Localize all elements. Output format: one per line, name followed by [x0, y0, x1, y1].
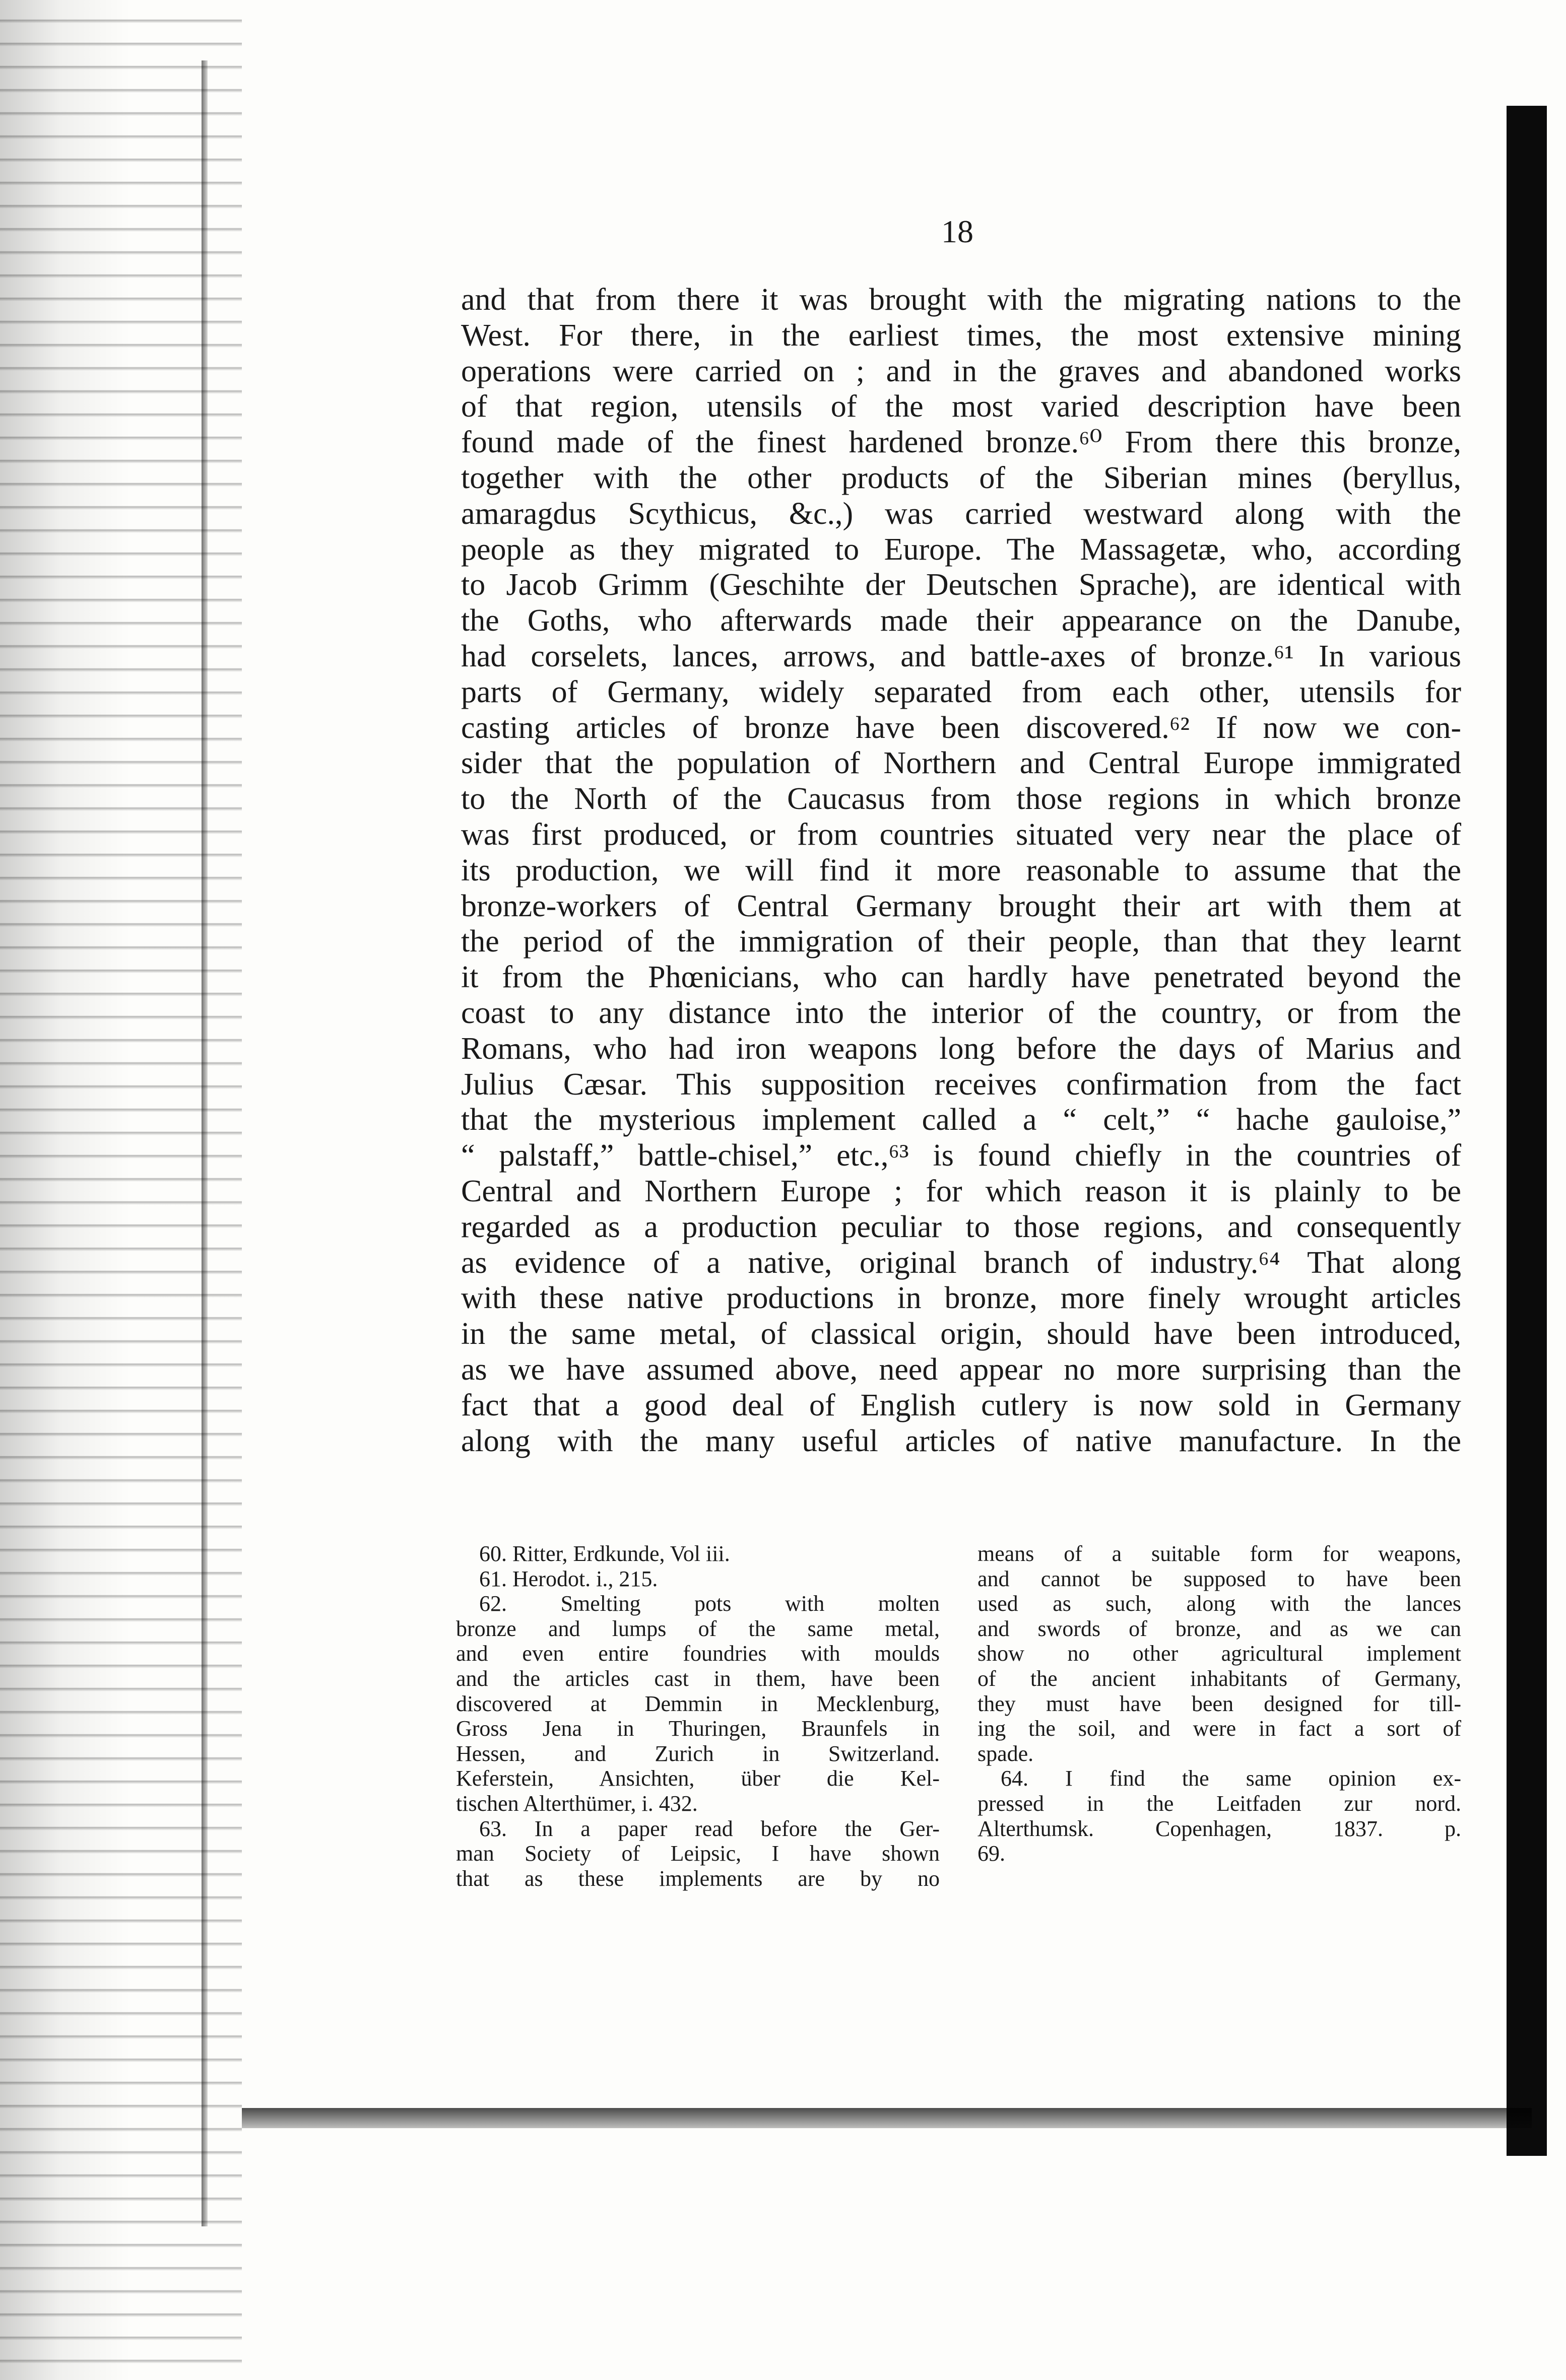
body-text	[461, 282, 1461, 1459]
body-line: along with the many useful articles of native manufacture. In the	[461, 1423, 1461, 1458]
footnote-line: 64. I find the same opinion ex-	[1001, 1766, 1461, 1791]
footnote-line: 60. Ritter, Erdkunde, Vol iii.	[479, 1541, 730, 1566]
footnotes-right-column	[977, 1541, 1461, 1866]
footnote-line: tischen Alterthümer, i. 432.	[456, 1791, 698, 1816]
body-line: Romans, who had iron weapons long before the days of Marius and	[461, 1031, 1461, 1066]
body-line: was first produced, or from countries situated very near the place of	[461, 817, 1461, 852]
body-line: of that region, utensils of the most varied description have been	[461, 389, 1461, 424]
footnote-line: and even entire foundries with moulds	[456, 1641, 940, 1666]
footnote-line: pressed in the Leitfaden zur nord.	[977, 1791, 1461, 1816]
body-line: and that from there it was brought with the migrating nations to the	[461, 283, 1461, 317]
footnote-line: used as such, along with the lances	[977, 1591, 1461, 1616]
body-line: parts of Germany, widely separated from each other, utensils for	[461, 674, 1461, 709]
body-line: that the mysterious implement called a “ celt,” “ hache gauloise,”	[461, 1103, 1461, 1137]
footnote-line: spade.	[977, 1741, 1034, 1766]
body-line: Central and Northern Europe ; for which reason it is plainly to be	[461, 1174, 1461, 1208]
footnote-line: discovered at Demmin in Mecklenburg,	[456, 1691, 940, 1716]
footnote-line: 61. Herodot. i., 215.	[479, 1566, 658, 1591]
footnote-line: Hessen, and Zurich in Switzerland.	[456, 1741, 940, 1766]
body-line: had corselets, lances, arrows, and battle-axes of bronze.⁶¹ In various	[461, 639, 1461, 673]
body-line: “ palstaff,” battle-chisel,” etc.,⁶³ is found chiefly in the countries of	[461, 1138, 1461, 1173]
body-line: fact that a good deal of English cutlery is now sold in Germany	[461, 1388, 1461, 1422]
body-line: as we have assumed above, need appear no more surprising than the	[461, 1352, 1461, 1387]
body-line: casting articles of bronze have been discovered.⁶² If now we con-	[461, 710, 1461, 745]
body-line: the Goths, who afterwards made their appearance on the Danube,	[461, 603, 1461, 638]
footnote-line: that as these implements are by no	[456, 1866, 940, 1891]
body-line: coast to any distance into the interior of the country, or from the	[461, 995, 1461, 1030]
body-line: people as they migrated to Europe. The Massagetæ, who, according	[461, 532, 1461, 567]
footnote-line: 69.	[977, 1841, 1005, 1866]
footnote-line: means of a suitable form for weapons,	[977, 1541, 1461, 1566]
footnote-line: show no other agricultural implement	[977, 1641, 1461, 1666]
body-line: Julius Cæsar. This supposition receives confirmation from the fact	[461, 1067, 1461, 1102]
body-line: to the North of the Caucasus from those regions in which bronze	[461, 782, 1461, 817]
body-line: together with the other products of the Siberian mines (beryllus,	[461, 460, 1461, 495]
body-line: amaragdus Scythicus, &c.,) was carried westward along with the	[461, 496, 1461, 531]
body-line: West. For there, in the earliest times, the most extensive mining	[461, 318, 1461, 353]
footnotes-left-column	[456, 1541, 940, 1891]
footnote-line: they must have been designed for till-	[977, 1691, 1461, 1716]
footnote-line: and swords of bronze, and as we can	[977, 1616, 1461, 1641]
footnote-line: Alterthumsk. Copenhagen, 1837. p.	[977, 1816, 1461, 1841]
page-number: 18	[941, 214, 973, 249]
footnote-line: and the articles cast in them, have been	[456, 1666, 940, 1691]
body-line: the period of the immigration of their people, than that they learnt	[461, 924, 1461, 959]
body-line: as evidence of a native, original branch of industry.⁶⁴ That along	[461, 1245, 1461, 1280]
footnote-line: Gross Jena in Thuringen, Braunfels in	[456, 1716, 940, 1741]
body-line: sider that the population of Northern and Central Europe immigrated	[461, 746, 1461, 781]
body-line: with these native productions in bronze, more finely wrought articles	[461, 1281, 1461, 1316]
body-line: its production, we will find it more reasonable to assume that the	[461, 853, 1461, 888]
bottom-rule	[242, 2108, 1532, 2128]
footnote-line: 63. In a paper read before the Ger-	[479, 1816, 940, 1841]
body-line: regarded as a production peculiar to those regions, and consequently	[461, 1209, 1461, 1244]
footnote-line: 62. Smelting pots with molten	[479, 1591, 940, 1616]
footnote-line: bronze and lumps of the same metal,	[456, 1616, 940, 1641]
footnote-line: Keferstein, Ansichten, über die Kel-	[456, 1766, 940, 1791]
body-line: bronze-workers of Central Germany brought their art with them at	[461, 889, 1461, 923]
footnote-line: of the ancient inhabitants of Germany,	[977, 1666, 1461, 1691]
body-line: to Jacob Grimm (Geschihte der Deutschen Sprache), are identical with	[461, 568, 1461, 602]
page-edge-border	[1507, 106, 1547, 2156]
footnote-line: ing the soil, and were in fact a sort of	[977, 1716, 1461, 1741]
body-line: found made of the finest hardened bronze.⁶⁰ From there this bronze,	[461, 425, 1461, 460]
footnote-line: and cannot be supposed to have been	[977, 1566, 1461, 1591]
body-line: operations were carried on ; and in the graves and abandoned works	[461, 354, 1461, 388]
footnote-line: man Society of Leipsic, I have shown	[456, 1841, 940, 1866]
body-line: it from the Phœnicians, who can hardly have penetrated beyond the	[461, 960, 1461, 995]
body-line: in the same metal, of classical origin, should have been introduced,	[461, 1317, 1461, 1351]
binding-shadow	[202, 60, 208, 2226]
